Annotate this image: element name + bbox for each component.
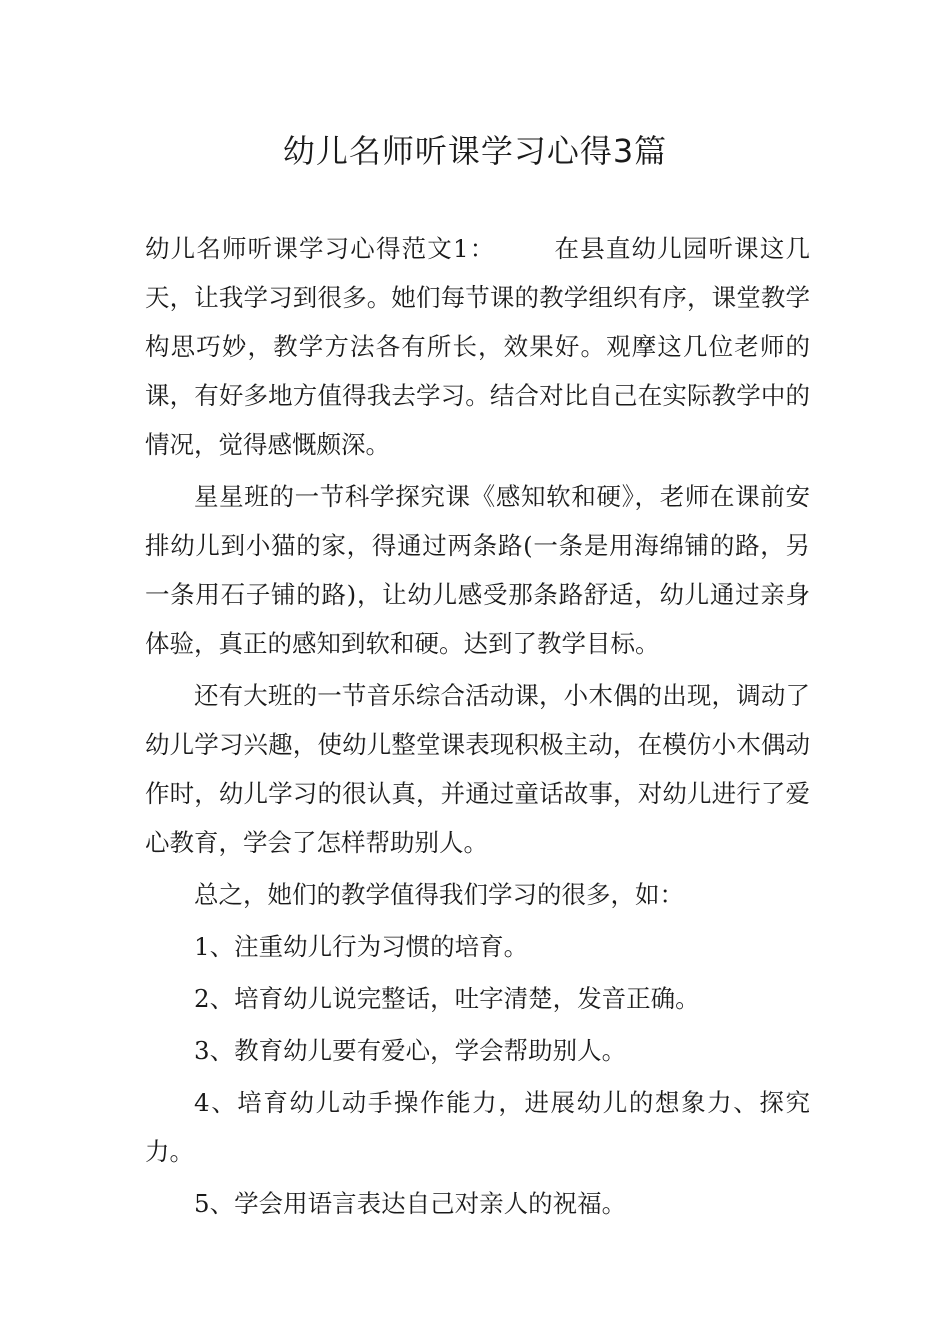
list-item-1: 1、注重幼儿行为习惯的培育。 <box>194 932 529 961</box>
paragraph-2: 星星班的一节科学探究课《感知软和硬》，老师在课前安排幼儿到小猫的家，得通过两条路(一条是用海绵铺的路，另一条用石子铺的路)，让幼儿感受那条路舒适，幼儿通过亲身体验，真正的感知到软和硬。达到了教学目标。 <box>145 482 810 658</box>
list-item-2: 2、培育幼儿说完整话，吐字清楚，发音正确。 <box>194 984 700 1013</box>
paragraph-1 <box>145 224 810 469</box>
list-item-4: 4、培育幼儿动手操作能力，进展幼儿的想象力、探究力。 <box>145 1088 810 1166</box>
list-item-3: 3、教育幼儿要有爱心，学会帮助别人。 <box>194 1036 627 1065</box>
list-item-5: 5、学会用语言表达自己对亲人的祝福。 <box>194 1189 627 1218</box>
document-body <box>145 224 810 1231</box>
intro-label: 幼儿名师听课学习心得范文1： <box>145 234 496 263</box>
paragraph-3: 还有大班的一节音乐综合活动课，小木偶的出现，调动了幼儿学习兴趣，使幼儿整堂课表现积极主动，在模仿小木偶动作时，幼儿学习的很认真，并通过童话故事，对幼儿进行了爱心教育，学会了怎样帮助别人。 <box>145 681 810 857</box>
paragraph-text: 在县直幼儿园听课这几天，让我学习到很多。她们每节课的教学组织有序，课堂教学构思巧妙，教学方法各有所长，效果好。观摩这几位老师的课，有好多地方值得我去学习。结合对比自己在实际教学中的情况，觉得感慨颇深。 <box>145 234 811 459</box>
document-title: 幼儿名师听课学习心得3篇 <box>282 132 668 170</box>
paragraph-4: 总之，她们的教学值得我们学习的很多，如： <box>194 880 684 909</box>
